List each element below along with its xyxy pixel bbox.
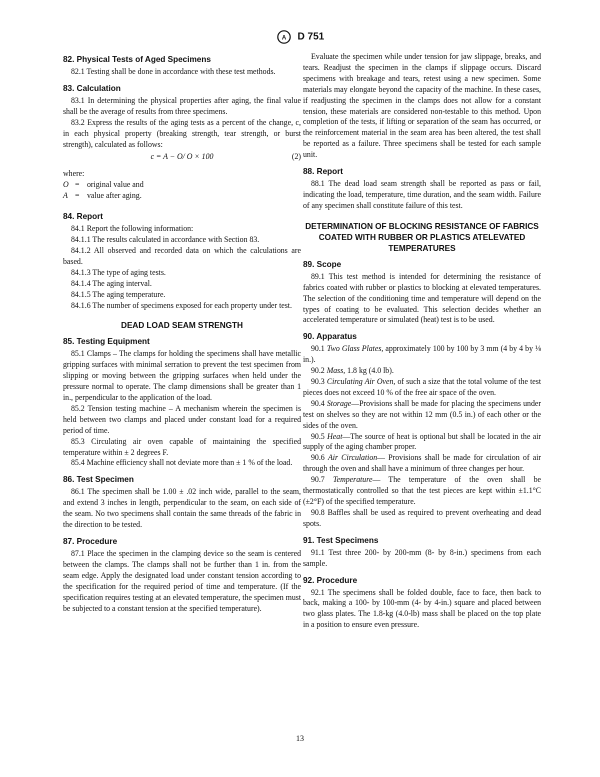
section-87-title: 87. Procedure — [63, 537, 118, 546]
section-86-title: 86. Test Specimen — [63, 475, 134, 485]
astm-logo-icon — [276, 30, 292, 44]
paragraph-87-1: 87.1 Place the specimen in the clamping device so the seam is centered between the clamps. The clamps shall not be further than 1 in. from the seam edge. Apply the designated load under constant tension according to the specification for the required period of time and temperature. (If the specification requires testing at an elevated temperature, the specimen must be subjected to a constant tension at the specified temperature). — [63, 549, 301, 613]
paragraph-84-1-4: 84.1.4 The aging interval. — [71, 278, 152, 288]
paragraph-83-2: 83.2 Express the results of the aging tests as a percent of the change, c, in each physical property (breaking strength, tear strength, or burst strength), calculated as follows: — [63, 117, 301, 149]
where-definition-a: value after aging. — [87, 191, 142, 201]
paragraph-90-4: 90.4 Storage—Provisions shall be made for placing the specimens under test on shelves so they are not within 12 mm (0.5 in.) of each other or the sides of the oven. — [303, 398, 541, 430]
where-label: where: — [63, 169, 85, 179]
section-91-title: 91. Test Specimens — [303, 535, 379, 545]
section-92-title: 92. Procedure — [303, 575, 358, 585]
paragraph-90-1: 90.1 Two Glass Plates, approximately 100 by 100 by 3 mm (4 by 4 by ⅛ in.). — [303, 344, 541, 365]
where-equals-a: = — [75, 191, 80, 201]
paragraph-90-5: 90.5 Heat—The source of heat is optional but shall be located in the air supply of the aging chamber proper. — [303, 431, 542, 452]
paragraph-84-1-3: 84.1.3 The type of aging tests. — [71, 267, 166, 277]
paragraph-90-8: 90.8 Baffles shall be used as required to prevent overheating and dead spots. — [303, 507, 541, 528]
formula — [63, 152, 301, 165]
section-90-title: 90. Apparatus — [303, 332, 357, 342]
where-row-a — [63, 191, 301, 202]
formula-expression: c = A − O/ O × 100 — [150, 152, 214, 162]
paragraph-92-1: 92.1 The specimens shall be folded double, face to face, then back to back, making a 100- by 100-mm (4- by 4-in.) square and placed between two glass plates. The 1.8-kg (4.0-lb) mass shall be placed on the top plate in a position to ensure even pressure. — [303, 587, 541, 630]
where-symbol-o: O — [63, 180, 69, 190]
where-symbol-a: A — [63, 191, 68, 201]
paragraph-90-3: 90.3 Circulating Air Oven, of such a size that the total volume of the test pieces does not exceed 10 % of the free air space of the oven. — [303, 377, 542, 397]
blocking-resistance-title: DETERMINATION OF BLOCKING RESISTANCE OF FABRICS COATED WITH RUBBER OR PLASTICS ATELEVATED TEMPERATURES — [305, 221, 539, 253]
paragraph-90-7: 90.7 Temperature— The temperature of the oven shall be thermostatically controlled so that the test pieces are kept within ±1.1°C (±2°F) of the specified temperature. — [303, 475, 541, 506]
paragraph-90-2: 90.2 Mass, 1.8 kg (4.0 lb). — [311, 366, 394, 376]
where-definition-o: original value and — [87, 180, 144, 190]
paragraph-84-1-1: 84.1.1 The results calculated in accordance with Section 83. — [71, 235, 260, 245]
where-row-o — [63, 180, 301, 191]
paragraph-88-1: 88.1 The dead load seam strength shall be reported as pass or fail, indicating the load, temperature, time duration, and the seam width. Failure of any specimen shall constitute failure of this test. — [303, 179, 541, 210]
section-83-title: 83. Calculation — [63, 83, 121, 93]
section-88-title: 88. Report — [303, 167, 344, 177]
paragraph-85-3: 85.3 Circulating air oven capable of maintaining the specified temperature within ± 2 degrees F. — [63, 436, 301, 457]
paragraph-84-1-2: 84.1.2 All observed and recorded data on which the calculations are based. — [63, 245, 301, 266]
section-89-title: 89. Scope — [303, 259, 342, 269]
paragraph-90-6: 90.6 Air Circulation— Provisions shall be made for circulation of air through the oven and shall have a minimum of three changes per hour. — [303, 453, 541, 474]
section-82-title: 82. Physical Tests of Aged Specimens — [63, 55, 211, 64]
paragraph-82-1: 82.1 Testing shall be done in accordance with these test methods. — [71, 67, 276, 76]
paragraph-85-2: 85.2 Tension testing machine – A mechanism wherein the specimen is held between two clamps and placed under constant load for a required period of time. — [63, 403, 301, 435]
paragraph-91-1: 91.1 Test three 200- by 200-mm (8- by 8-in.) specimens from each sample. — [303, 547, 541, 568]
page-number: 13 — [296, 734, 304, 743]
paragraph-86-1: 86.1 The specimen shall be 1.00 ± .02 inch wide, parallel to the seam, and extend 3 inches in length, perpendicular to the seam, on each side of the seam. No two specimens shall contain the same threads of the fabric in the direction to be tested. — [63, 487, 301, 530]
formula-number: (2) — [291, 152, 301, 162]
paragraph-84-1-6: 84.1.6 The number of specimens exposed for each property under test. — [71, 300, 292, 310]
paragraph-84-1-5: 84.1.5 The aging temperature. — [71, 289, 166, 299]
dead-load-title: DEAD LOAD SEAM STRENGTH — [121, 321, 243, 331]
paragraph-84-1: 84.1 Report the following information: — [71, 224, 194, 234]
left-column — [63, 54, 301, 614]
document-designation: D 751 — [297, 31, 325, 43]
where-equals-o: = — [75, 180, 80, 190]
section-84-title: 84. Report — [63, 212, 104, 222]
right-column — [303, 52, 541, 631]
paragraph-87-1-continued: Evaluate the specimen while under tension for jaw slippage, breaks, and tears. Readjust the specimen in the clamps if slippage occurs. Discard specimens with breakage and tears, retest using a new specimen. Some materials may elongate beyond the capacity of the machine. In these cases, if readjusting the specimen in the clamps does not allow for a constant tension, these materials are considered non-testable to this method. Upon completion of the tests, if lifting or separation of the seam has occurred, or the reinforcement material in the seam area has been altered, the test shall be reported as a failure. Three specimens shall be tested for each sample unit. — [303, 52, 541, 160]
svg-text:A: A — [281, 35, 286, 42]
paragraph-83-1: 83.1 In determining the physical properties after aging, the final value shall be the average of results from three specimens. — [63, 95, 301, 116]
page-header — [0, 30, 600, 44]
paragraph-85-4: 85.4 Machine efficiency shall not deviate more than ± 1 % of the load. — [71, 458, 293, 468]
paragraph-89-1: 89.1 This test method is intended for determining the resistance of fabrics coated with rubber or plastics to blocking at elevated temperatures. The selection of the conditioning time and temperature will depend on the types of coating to be evaluated. This selection decides whether an accelerated temperature or simulated (heat) test is to be used. — [303, 271, 541, 325]
section-85-title: 85. Testing Equipment — [63, 337, 150, 347]
paragraph-85-1: 85.1 Clamps – The clamps for holding the specimens shall have metallic gripping surfaces with minimal serration to prevent the test specimen from slipping or moving between the gripping surfaces when held under the pressure normal to operate. The clamp dimensions shall be greater than 1 in., perpendicular to the application of the load. — [63, 349, 301, 403]
